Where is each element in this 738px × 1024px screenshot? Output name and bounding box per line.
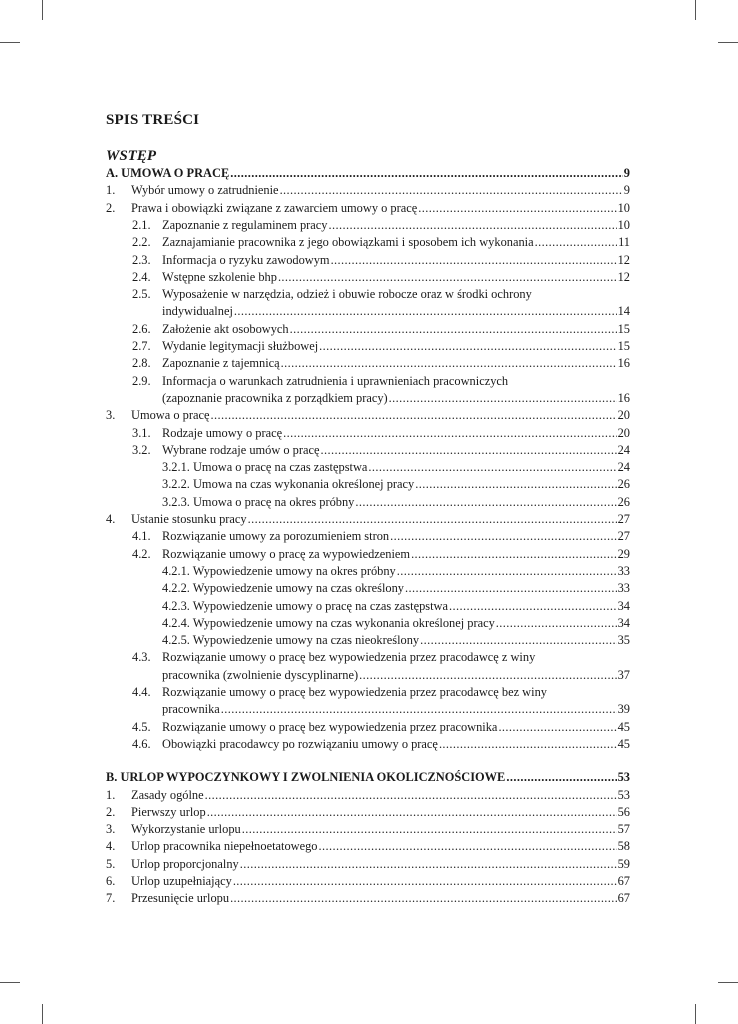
toc-entry-number: 2.9. — [132, 373, 151, 388]
toc-entry-number: 4.4. — [132, 685, 151, 699]
toc-entry[interactable] — [106, 580, 630, 597]
toc-entry-number: 2.7. — [132, 339, 151, 353]
toc-entry[interactable] — [106, 546, 630, 563]
toc-entry-page: 10 — [617, 200, 630, 215]
toc-entry-number: 3.2. — [132, 442, 151, 457]
toc-entry[interactable] — [106, 890, 630, 907]
toc-entry-title-text: Umowa o pracę na czas zastępstwa — [192, 460, 368, 475]
toc-entry-title-line: Informacja o warunkach zatrudnienia i uprawnieniach pracowniczych — [162, 373, 509, 388]
toc-entry-page: 16 — [617, 390, 630, 405]
toc-entry-title: 4.2.4. Wypowiedzenie umowy na czas wykonania określonej pracy — [162, 615, 495, 630]
toc-entry-number: 4.3. — [132, 650, 151, 665]
toc-entry[interactable] — [106, 252, 630, 269]
dot-leader — [233, 303, 617, 320]
dot-leader — [204, 787, 617, 804]
toc-entry-line — [162, 701, 630, 718]
toc-entry-page: 9 — [623, 183, 630, 198]
toc-entry-page: 24 — [617, 460, 630, 475]
toc-entry-title: Wybór umowy o zatrudnienie — [131, 183, 279, 198]
toc-entry[interactable] — [106, 511, 630, 528]
toc-entry[interactable] — [106, 355, 630, 372]
toc-entry-title: 3.2.1. Umowa o pracę na czas zastępstwa — [162, 460, 368, 475]
toc-entry[interactable] — [106, 269, 630, 286]
toc-entry-number: 2.4. — [132, 269, 151, 284]
toc-entry-number: 4.2. — [132, 546, 151, 561]
toc-entry-line — [162, 546, 630, 563]
toc-entry-title: Urlop proporcjonalny — [131, 856, 239, 871]
toc-entry-page: 27 — [617, 529, 630, 544]
toc-entry-line — [162, 667, 630, 684]
toc-entry[interactable] — [106, 476, 630, 493]
toc-entry[interactable] — [106, 736, 630, 753]
toc-entry-line — [131, 838, 630, 855]
toc-entry-title: Rozwiązanie umowy o pracę za wypowiedzeniem — [162, 546, 411, 561]
toc-entry-line — [162, 269, 630, 286]
toc-entry-page: 45 — [617, 719, 630, 734]
toc-entry-title: Rozwiązanie umowy za porozumieniem stron — [162, 529, 390, 544]
toc-entry-title-text: Umowa o pracę na okres próbny — [192, 494, 355, 509]
toc-entry-number: 2.8. — [132, 356, 151, 371]
toc-entry-line — [162, 476, 630, 493]
toc-entry-line — [131, 804, 630, 821]
toc-entry-page: 59 — [617, 856, 630, 871]
toc-entry-line — [162, 563, 630, 580]
toc-entry-title: Ustanie stosunku pracy — [131, 512, 247, 526]
toc-entry-number: 3. — [106, 822, 116, 837]
toc-entry-line — [162, 494, 630, 511]
toc-entry-title: Zaznajamianie pracownika z jego obowiązkami i sposobem ich wykonania — [162, 235, 534, 250]
toc-entry-number: 5. — [106, 856, 116, 871]
crop-mark — [0, 42, 20, 43]
toc-entry-number: 2. — [106, 200, 116, 215]
toc-entry-page: 11 — [618, 235, 630, 250]
toc-entry-title: Zapoznanie z regulaminem pracy — [162, 217, 328, 232]
toc-entry-page: 24 — [617, 442, 630, 457]
toc-entry[interactable] — [106, 804, 630, 821]
dot-leader — [289, 321, 617, 338]
toc-entry-line — [162, 598, 630, 615]
toc-entry[interactable] — [106, 217, 630, 234]
toc-entry-page: 39 — [617, 702, 630, 717]
toc-entry[interactable] — [106, 787, 630, 804]
toc-entry-title: 3.2.2. Umowa na czas wykonania określonej pracy — [162, 477, 415, 492]
toc-entry-title: 3.2.3. Umowa o pracę na okres próbny — [162, 494, 355, 509]
toc-entry-page: 35 — [617, 633, 630, 648]
dot-leader — [232, 873, 617, 890]
toc-entry-line — [106, 165, 630, 182]
toc-entry-title: Założenie akt osobowych — [162, 321, 289, 336]
toc-entry-page: 16 — [617, 356, 630, 371]
toc-entry-title: Umowa o pracę — [131, 408, 210, 423]
toc-entry[interactable] — [106, 442, 630, 459]
crop-mark — [42, 1004, 43, 1024]
toc-entry-number: 6. — [106, 874, 116, 888]
toc-entry-page: 20 — [617, 408, 630, 423]
dot-leader — [396, 563, 617, 580]
toc-entry-number: 4. — [106, 839, 116, 854]
dot-leader — [534, 234, 617, 251]
toc-entry-line — [106, 769, 630, 786]
toc-entry-page: 56 — [617, 804, 630, 819]
toc-entry-line — [162, 459, 630, 476]
toc-entry-line — [162, 442, 630, 459]
toc-entry-page: 14 — [617, 304, 630, 319]
toc-entry[interactable] — [106, 459, 630, 476]
dot-leader — [229, 165, 623, 182]
toc-entry[interactable] — [106, 407, 630, 424]
dot-leader — [358, 667, 617, 684]
toc-entry-page: 67 — [617, 874, 630, 888]
dot-leader — [317, 838, 616, 855]
toc-entry-number: 2.3. — [132, 252, 151, 267]
toc-entry-title: pracownika — [162, 702, 220, 717]
toc-entry-line — [162, 252, 630, 269]
toc-entry[interactable] — [106, 821, 630, 838]
toc-entry-number: 4.5. — [132, 719, 151, 734]
toc-entry-page: 12 — [617, 269, 630, 284]
dot-leader — [389, 528, 617, 545]
toc-entry-line — [162, 580, 630, 597]
toc-entry-page: 15 — [617, 321, 630, 336]
toc-entry-title: Przesunięcie urlopu — [131, 891, 230, 906]
dot-leader — [327, 217, 616, 234]
toc-entry[interactable] — [106, 494, 630, 511]
toc-entry-title: Prawa i obowiązki związane z zawarciem umowy o pracę — [131, 200, 418, 215]
crop-mark — [718, 982, 738, 983]
toc-entry-title-text: Wypowiedzenie umowy na okres próbny — [192, 563, 396, 578]
toc-entry-title: Pierwszy urlop — [131, 804, 206, 819]
toc-entry[interactable] — [106, 563, 630, 580]
toc-entry-line — [162, 719, 630, 736]
dot-leader — [282, 425, 617, 442]
toc-entry-title: A. UMOWA O PRACĘ — [106, 166, 230, 180]
toc-entry[interactable] — [106, 856, 630, 873]
toc-entry-line — [131, 873, 630, 890]
toc-entry-page: 27 — [617, 512, 630, 526]
toc-entry-number: 7. — [106, 891, 116, 906]
toc-entry[interactable] — [106, 873, 630, 890]
toc-entry-line — [162, 615, 630, 632]
toc-entry-title: Urlop pracownika niepełnoetatowego — [131, 839, 318, 854]
toc-entry-title: Wybrane rodzaje umów o pracę — [162, 442, 320, 457]
toc-entry-page: 33 — [617, 563, 630, 578]
toc-entry-number: 2.1. — [132, 217, 151, 232]
toc-entry-title: Rozwiązanie umowy o pracę bez wypowiedzenia przez pracownika — [162, 719, 498, 734]
toc-entry-page: 37 — [617, 667, 630, 682]
dot-leader — [318, 338, 616, 355]
dot-leader — [497, 719, 616, 736]
toc-entry-title: B. URLOP WYPOCZYNKOWY I ZWOLNIENIA OKOLICZNOŚCIOWE — [106, 770, 506, 785]
toc-entry-line — [131, 511, 630, 528]
toc-entry-page: 34 — [617, 598, 630, 613]
toc-entry-title-text: Wypowiedzenie umowy o pracę na czas zastępstwa — [192, 598, 448, 613]
toc-section[interactable] — [106, 769, 630, 786]
crop-mark — [42, 0, 43, 20]
toc-entry-line — [131, 890, 630, 907]
toc-entry-number: 1. — [106, 787, 116, 802]
toc-entry[interactable] — [106, 615, 630, 632]
dot-leader — [367, 459, 616, 476]
toc-entry-page: 67 — [617, 891, 630, 906]
crop-mark — [695, 1004, 696, 1024]
crop-mark — [0, 982, 20, 983]
toc-entry-title-text: Wypowiedzenie umowy na czas wykonania określonej pracy — [192, 615, 495, 630]
toc-entry-title: Wstępne szkolenie bhp — [162, 269, 277, 284]
toc-entry-title-text: Wypowiedzenie umowy na czas nieokreślony — [192, 633, 420, 648]
toc-entry-page: 12 — [617, 252, 630, 267]
toc-entry-line — [131, 182, 630, 199]
toc-entry-number: 2. — [106, 804, 116, 819]
toc-entry-number: 4.1. — [132, 529, 151, 544]
toc-entry-line — [131, 787, 630, 804]
toc-entry-page: 20 — [617, 425, 630, 440]
toc-entry-title: Wydanie legitymacji służbowej — [162, 339, 319, 353]
intro-heading: WSTĘP — [106, 148, 157, 164]
toc-entry-title-line: Rozwiązanie umowy o pracę bez wypowiedzenia przez pracodawcę z winy — [162, 650, 536, 665]
toc-entry-line — [162, 528, 630, 545]
toc-entry-title-line: Rozwiązanie umowy o pracę bez wypowiedzenia przez pracodawcę bez winy — [162, 685, 547, 699]
toc-entry-title: Urlop uzupełniający — [131, 874, 232, 888]
toc-entry-line — [162, 736, 630, 753]
dot-leader — [206, 804, 617, 821]
toc-entry-title: 4.2.1. Wypowiedzenie umowy na okres próbny — [162, 563, 396, 578]
dot-leader — [419, 632, 617, 649]
toc-entry-line — [162, 303, 630, 320]
dot-leader — [495, 615, 617, 632]
dot-leader — [220, 701, 617, 718]
toc-entry-line — [131, 821, 630, 838]
toc-entry-title: Rodzaje umowy o pracę — [162, 425, 283, 440]
toc-entry[interactable] — [106, 425, 630, 442]
toc-entry-page: 33 — [617, 581, 630, 596]
dot-leader — [404, 580, 617, 597]
toc-entry-page: 10 — [617, 217, 630, 232]
dot-leader — [417, 200, 616, 217]
toc-entry-title: Obowiązki pracodawcy po rozwiązaniu umowy o pracę — [162, 736, 438, 751]
toc-entry-line — [162, 425, 630, 442]
toc-entry-page: 45 — [617, 736, 630, 751]
toc-entry[interactable] — [106, 234, 630, 251]
toc-entry-title: 4.2.3. Wypowiedzenie umowy o pracę na czas zastępstwa — [162, 598, 448, 613]
toc-entry[interactable] — [106, 719, 630, 736]
toc-entry-line — [162, 234, 630, 251]
dot-leader — [241, 821, 617, 838]
dot-leader — [410, 546, 617, 563]
toc-entry-page: 57 — [617, 822, 630, 837]
toc-entry[interactable] — [106, 632, 630, 649]
toc-entry-title-line: Wyposażenie w narzędzia, odzież i obuwie robocze oraz w środki ochrony — [162, 287, 532, 302]
dot-leader — [279, 182, 623, 199]
toc-entry-line — [131, 407, 630, 424]
toc-entry-number: 1. — [106, 183, 116, 198]
dot-leader — [448, 598, 617, 615]
crop-mark — [718, 42, 738, 43]
toc-entry-page: 15 — [617, 339, 630, 353]
toc-section[interactable] — [106, 165, 630, 182]
toc-entry-title-text: Wypowiedzenie umowy na czas określony — [192, 581, 404, 596]
toc-entry[interactable] — [106, 528, 630, 545]
dot-leader — [209, 407, 616, 424]
toc-entry-number: 3.1. — [132, 425, 151, 440]
dot-leader — [388, 390, 617, 407]
toc-entry-title: (zapoznanie pracownika z porządkiem pracy) — [162, 390, 388, 405]
toc-entry-title: Informacja o ryzyku zawodowym — [162, 252, 330, 267]
toc-entry-page: 29 — [617, 546, 630, 561]
crop-mark — [695, 0, 696, 20]
toc-entry-page: 53 — [617, 787, 630, 802]
dot-leader — [277, 269, 617, 286]
toc-entry-number: 2.5. — [132, 287, 151, 302]
dot-leader — [280, 355, 617, 372]
dot-leader — [505, 769, 616, 786]
toc-entry-title: Zasady ogólne — [131, 787, 204, 802]
toc-entry-line — [162, 390, 630, 407]
dot-leader — [438, 736, 617, 753]
toc-entry[interactable] — [106, 338, 630, 355]
toc-entry-line — [162, 632, 630, 649]
toc-entry-number: 4.6. — [132, 736, 151, 751]
toc-entry-title: indywidualnej — [162, 304, 233, 319]
toc-entry-page: 53 — [617, 770, 630, 785]
toc-entry-line — [162, 338, 630, 355]
toc-entry[interactable] — [106, 321, 630, 338]
toc-entry-number: 2.2. — [132, 235, 151, 250]
toc-entry-number: 3. — [106, 408, 116, 423]
toc-entry-title: 4.2.5. Wypowiedzenie umowy na czas nieokreślony — [162, 633, 420, 648]
toc-entry-line — [162, 355, 630, 372]
dot-leader — [239, 856, 617, 873]
toc-entry-line — [131, 856, 630, 873]
toc-entry-page: 34 — [617, 615, 630, 630]
dot-leader — [354, 494, 616, 511]
toc-entry-number: 4. — [106, 512, 116, 526]
dot-leader — [414, 476, 616, 493]
toc-entry-title: 4.2.2. Wypowiedzenie umowy na czas określony — [162, 581, 404, 596]
toc-entry[interactable] — [106, 200, 630, 217]
toc-entry-title: Wykorzystanie urlopu — [131, 822, 241, 837]
toc-entry-line — [162, 217, 630, 234]
toc-entry-page: 58 — [617, 839, 630, 854]
toc-entry-title-text: Umowa na czas wykonania określonej pracy — [192, 477, 415, 492]
toc-entry-line — [162, 321, 630, 338]
toc-entry[interactable] — [106, 182, 630, 199]
toc-entry[interactable] — [106, 838, 630, 855]
page-title: SPIS TREŚCI — [106, 112, 200, 128]
dot-leader — [320, 442, 617, 459]
toc-entry-title: pracownika (zwolnienie dyscyplinarne) — [162, 667, 359, 682]
dot-leader — [247, 511, 617, 528]
dot-leader — [229, 890, 617, 907]
toc-entry-number: 2.6. — [132, 321, 151, 336]
toc-entry-title: Zapoznanie z tajemnicą — [162, 356, 280, 371]
toc-entry[interactable] — [106, 598, 630, 615]
toc-entry-page: 26 — [617, 477, 630, 492]
dot-leader — [330, 252, 617, 269]
toc-entry-page: 26 — [617, 494, 630, 509]
toc-entry-line — [131, 200, 630, 217]
toc-entry-page: 9 — [623, 166, 630, 180]
